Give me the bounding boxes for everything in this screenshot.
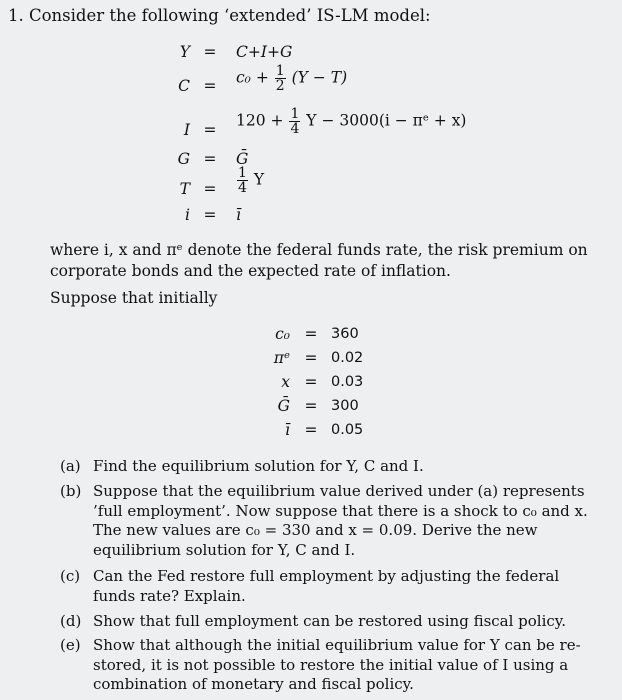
question-a	[60, 457, 595, 477]
iv-symbol-g: Ḡ	[277, 397, 290, 415]
iv-symbol-pie: πᵉ	[273, 349, 290, 367]
iv-equals: =	[304, 421, 318, 439]
eq3-lhs: I	[183, 121, 190, 139]
eq3-frac-den: 4	[290, 121, 300, 137]
eq5-equals: =	[203, 180, 217, 198]
iv-value-g: 300	[331, 398, 359, 414]
iv-value-c0: 360	[331, 326, 359, 342]
eq6-rhs: ī	[236, 206, 241, 224]
question-label: (e)	[60, 636, 81, 654]
question-label: (c)	[60, 567, 81, 585]
iv-equals: =	[304, 325, 318, 343]
iv-value-x: 0.03	[331, 374, 364, 390]
eq4-rhs: Ḡ	[236, 150, 249, 168]
eq5-frac-num: 1	[238, 165, 247, 181]
eq6-equals: =	[203, 206, 217, 224]
eq5-frac-den: 4	[238, 180, 247, 196]
question-text: Show that although the initial equilibrium value for Y can be re-stored, it is not possible to restore the initial value of I using a combination of monetary and fiscal policy.	[93, 636, 581, 693]
iv-equals: =	[304, 349, 318, 367]
question-text: Suppose that the equilibrium value derived under (a) represents ’full employment’. Now suppose that there is a shock to c₀ and x. The new values are c₀ = 330 and x = 0.09. Derive the new equilibrium solution for Y, C and I.	[93, 482, 588, 559]
eq3-frac-num: 1	[290, 106, 300, 122]
question-c	[60, 567, 595, 606]
suppose-text: Suppose that initially	[50, 289, 218, 307]
eq3-fraction	[289, 107, 300, 136]
eq2-frac-den: 2	[275, 78, 285, 94]
question-label: (d)	[60, 612, 82, 630]
iv-symbol-i: ī	[285, 421, 290, 439]
eq4-equals: =	[203, 150, 217, 168]
question-text: Show that full employment can be restored using fiscal policy.	[93, 612, 567, 630]
eq1-rhs: C+I+G	[236, 43, 293, 61]
question-d	[60, 612, 595, 632]
eq5-rhs	[236, 166, 264, 195]
question-text: Find the equilibrium solution for Y, C and I.	[93, 457, 424, 475]
iv-equals: =	[304, 373, 318, 391]
iv-value-i: 0.05	[331, 422, 364, 438]
question-e	[60, 636, 595, 695]
eq2-fraction	[275, 64, 286, 93]
iv-symbol-c0: c₀	[275, 325, 290, 343]
question-label: (b)	[60, 482, 82, 500]
eq3-rhs	[236, 107, 466, 136]
iv-equals: =	[304, 397, 318, 415]
eq2-rhs	[236, 64, 347, 93]
eq2-rhs-post: (Y − T)	[291, 68, 348, 87]
eq5-fraction	[237, 166, 248, 195]
eq4-lhs: G	[177, 150, 190, 168]
eq3-equals: =	[203, 121, 217, 139]
eq3-rhs-pre: 120 +	[236, 111, 284, 130]
eq5-lhs: T	[179, 180, 190, 198]
eq2-frac-num: 1	[275, 63, 285, 79]
eq2-lhs: C	[178, 77, 190, 95]
eq2-rhs-pre: c₀ +	[236, 68, 269, 87]
eq3-rhs-post: Y − 3000(i − πᵉ + x)	[306, 111, 467, 130]
iv-symbol-x: x	[281, 373, 290, 391]
eq6-lhs: i	[185, 206, 190, 224]
eq2-equals: =	[203, 77, 217, 95]
eq1-lhs: Y	[179, 43, 190, 61]
problem-title: 1. Consider the following ‘extended’ IS-LM model:	[8, 6, 431, 25]
where-paragraph	[50, 240, 590, 309]
eq5-rhs-post: Y	[253, 170, 265, 189]
iv-value-pie: 0.02	[331, 350, 364, 366]
question-b	[60, 482, 595, 560]
question-text: Can the Fed restore full employment by adjusting the federal funds rate? Explain.	[93, 567, 560, 605]
eq1-equals: =	[203, 43, 217, 61]
question-label: (a)	[60, 457, 81, 475]
where-text: where i, x and πᵉ denote the federal funds rate, the risk premium on corporate bonds and the expected rate of inflation.	[50, 241, 588, 280]
